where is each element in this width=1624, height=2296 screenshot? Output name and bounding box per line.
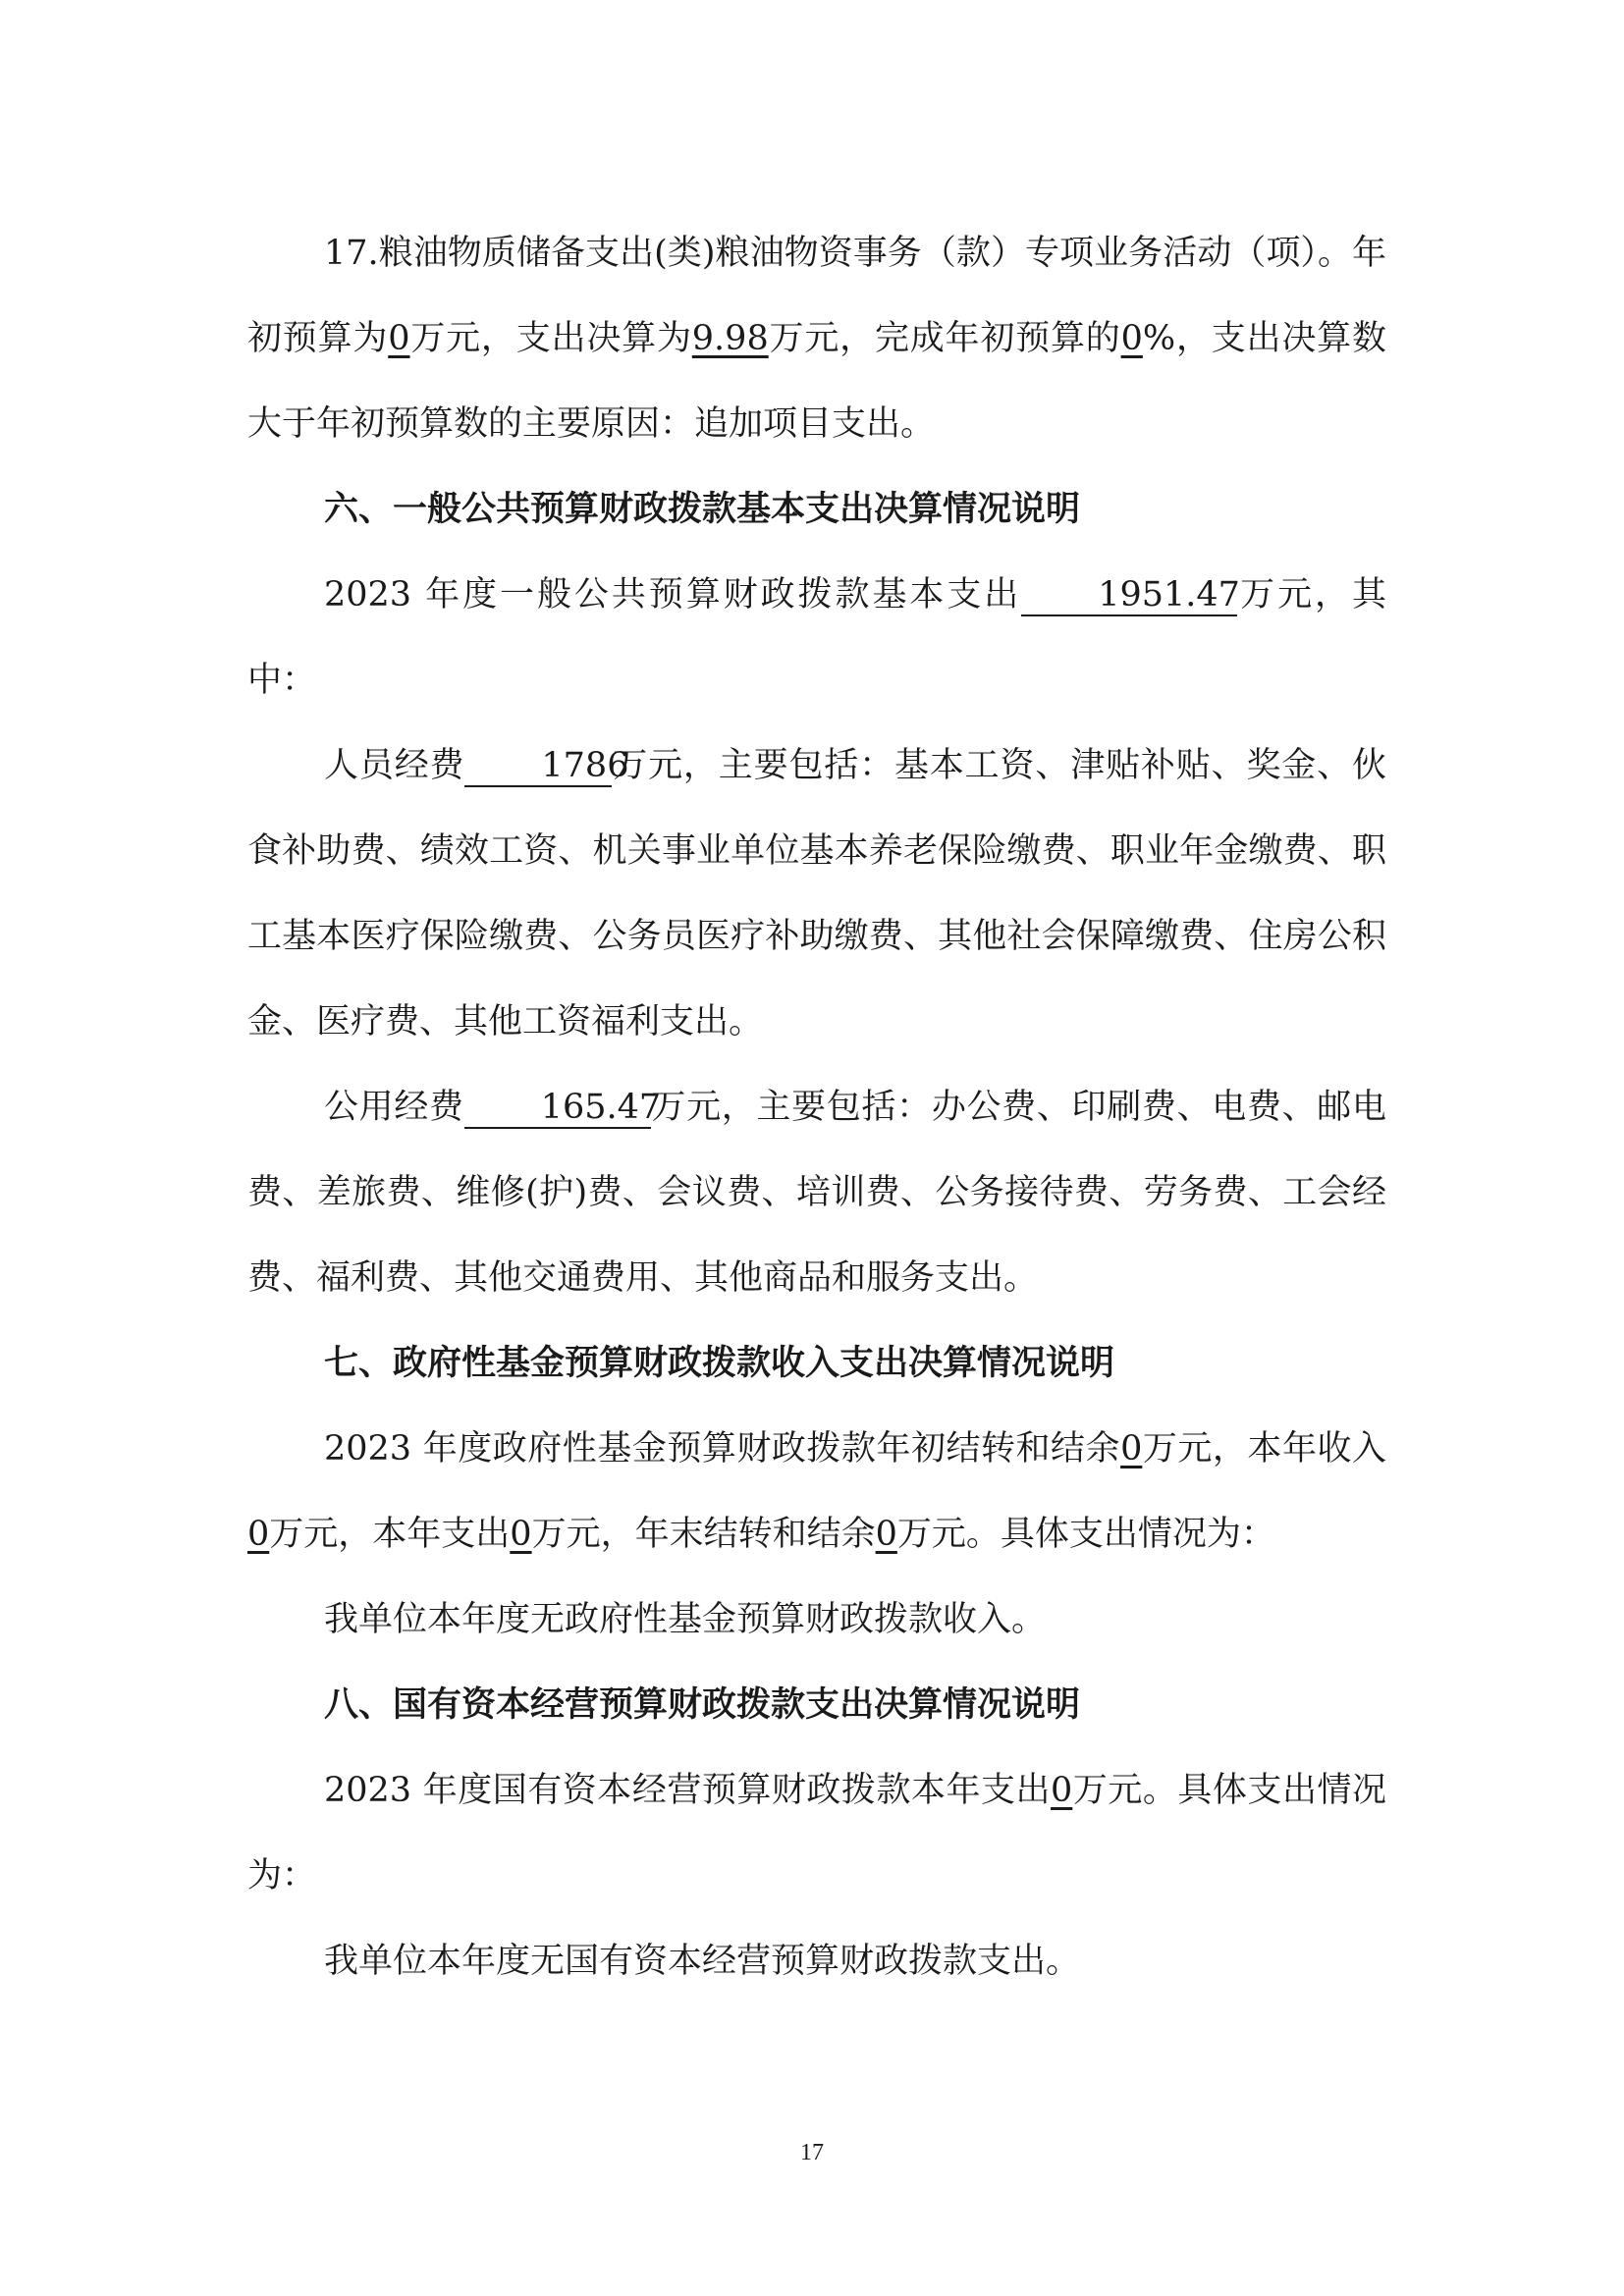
sec7-expenditure-value: 0 (510, 1515, 532, 1554)
item17-paragraph (247, 211, 1386, 467)
sec6-intro-text-a: 2023 年度一般公共预算财政拨款基本支出 (324, 575, 1022, 614)
item17-budget-value: 0 (388, 319, 410, 358)
section-6-heading: 六、一般公共预算财政拨款基本支出决算情况说明 (324, 490, 1081, 529)
section-8-heading: 八、国有资本经营预算财政拨款支出决算情况说明 (324, 1685, 1081, 1725)
sec8-expenditure-value: 0 (1051, 1771, 1073, 1810)
sec6-public-value: 165.47 (464, 1088, 651, 1129)
sec7-text-b: 万元，本年收入 (1142, 1429, 1386, 1468)
item17-text-c: 万元，完成年初预算的 (768, 319, 1121, 358)
section-6-personnel (247, 723, 1386, 1065)
sec7-text-c: 万元，本年支出 (269, 1515, 511, 1554)
section-8-paragraph (247, 1748, 1386, 1919)
item17-text-b: 万元，支出决算为 (409, 319, 692, 358)
sec8-text-b: 万元。具体支出情况为： (247, 1771, 1386, 1896)
section-6-public (247, 1065, 1386, 1321)
sec8-text-a: 2023 年度国有资本经营预算财政拨款本年支出 (324, 1771, 1052, 1810)
sec6-personnel-value: 1786 (464, 746, 612, 787)
sec6-public-text: 万元，主要包括：办公费、印刷费、电费、邮电费、差旅费、维修(护)费、会议费、培训费、公务接待费、劳务费、工会经费、福利费、其他交通费用、其他商品和服务支出。 (247, 1088, 1386, 1298)
sec6-basic-expenditure-value: 1951.47 (1021, 575, 1237, 616)
item17-actual-value: 9.98 (691, 319, 769, 358)
page-number: 17 (800, 2140, 824, 2165)
sec6-personnel-text: 万元，主要包括：基本工资、津贴补贴、奖金、伙食补助费、绩效工资、机关事业单位基本养老保险缴费、职业年金缴费、职工基本医疗保险缴费、公务员医疗补助缴费、其他社会保障缴费、住房公积金、医疗费、其他工资福利支出。 (247, 746, 1386, 1041)
sec6-personnel-label: 人员经费 (324, 746, 465, 785)
item17-percent-value: 0 (1120, 319, 1143, 358)
sec7-text-e: 万元。具体支出情况为： (896, 1515, 1275, 1554)
sec7-text-d: 万元，年末结转和结余 (531, 1515, 876, 1554)
sec7-carryover-end-value: 0 (875, 1515, 897, 1554)
sec7-income-value: 0 (247, 1515, 270, 1554)
item17-text-d: %，支出决算数大于年初预算数的主要原因：追加项目支出。 (247, 319, 1386, 444)
section-7-paragraph (247, 1407, 1386, 1577)
document-body (247, 211, 1386, 2004)
section-7-note: 我单位本年度无政府性基金预算财政拨款收入。 (324, 1600, 1047, 1639)
item17-text-a: 17.粮油物质储备支出(类)粮油物资事务（款）专项业务活动（项）。年初预算为 (247, 234, 1386, 358)
sec7-text-a: 2023 年度政府性基金预算财政拨款年初结转和结余 (324, 1429, 1121, 1468)
section-7-heading: 七、政府性基金预算财政拨款收入支出决算情况说明 (324, 1344, 1115, 1383)
section-6-intro (247, 553, 1386, 723)
sec7-carryover-start-value: 0 (1120, 1429, 1143, 1468)
sec6-intro-text-b: 万元，其中： (247, 575, 1386, 700)
sec6-public-label: 公用经费 (324, 1088, 464, 1127)
section-8-note: 我单位本年度无国有资本经营预算财政拨款支出。 (324, 1942, 1081, 1981)
